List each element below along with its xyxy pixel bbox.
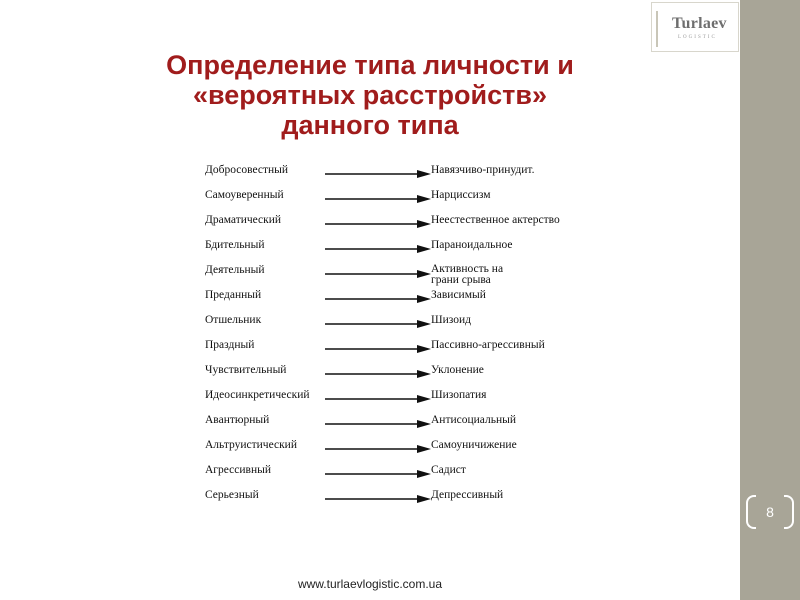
page-number: 8 xyxy=(766,504,774,520)
list-item xyxy=(205,364,565,389)
disorder-label: Самоуничижение xyxy=(431,439,517,451)
list-item xyxy=(205,414,565,439)
personality-type-label: Драматический xyxy=(205,214,282,226)
personality-type-label: Агрессивный xyxy=(205,464,271,476)
personality-type-label: Бдительный xyxy=(205,239,265,251)
disorder-label: Параноидальное xyxy=(431,239,513,251)
company-logo xyxy=(651,2,739,52)
personality-type-label: Добросовестный xyxy=(205,164,289,176)
personality-type-label: Праздный xyxy=(205,339,255,351)
disorder-label: Нарциссизм xyxy=(431,189,491,201)
page-number-badge xyxy=(744,495,796,531)
right-arrow-icon xyxy=(325,295,431,303)
right-arrow-icon xyxy=(325,470,431,478)
logo-name: Turlaev xyxy=(672,15,727,32)
right-arrow-icon xyxy=(325,220,431,228)
disorder-label: Уклонение xyxy=(431,364,484,376)
list-item xyxy=(205,189,565,214)
list-item xyxy=(205,239,565,264)
list-item xyxy=(205,264,565,289)
disorder-label: Зависимый xyxy=(431,289,486,301)
disorder-label: Антисоциальный xyxy=(431,414,517,426)
footer-url[interactable]: www.turlaevlogistic.com.ua xyxy=(297,577,443,591)
right-arrow-icon xyxy=(325,445,431,453)
personality-type-list xyxy=(205,164,565,514)
list-item xyxy=(205,439,565,464)
personality-type-label: Серьезный xyxy=(205,489,259,501)
disorder-label: Депрессивный xyxy=(431,489,504,501)
right-arrow-icon xyxy=(325,245,431,253)
logo-tagline: LOGISTIC xyxy=(678,35,717,40)
personality-type-label: Альтруистический xyxy=(205,439,297,451)
disorder-label: Неестественное актерство xyxy=(431,214,560,226)
slide-title: Определение типа личности и «вероятных расстройств» данного типа xyxy=(166,50,574,140)
disorder-label: Шизопатия xyxy=(431,389,487,401)
disorder-label: Шизоид xyxy=(431,314,471,326)
right-arrow-icon xyxy=(325,320,431,328)
personality-type-label: Идеосинкретический xyxy=(205,389,310,401)
list-item xyxy=(205,314,565,339)
list-item xyxy=(205,214,565,239)
personality-type-label: Самоуверенный xyxy=(205,189,284,201)
disorder-label: Навязчиво-принудит. xyxy=(431,164,535,176)
list-item xyxy=(205,164,565,189)
list-item xyxy=(205,389,565,414)
right-arrow-icon xyxy=(325,395,431,403)
right-arrow-icon xyxy=(325,170,431,178)
personality-type-label: Отшельник xyxy=(205,314,262,326)
right-arrow-icon xyxy=(325,345,431,353)
right-arrow-icon xyxy=(325,495,431,503)
right-arrow-icon xyxy=(325,420,431,428)
right-arrow-icon xyxy=(325,270,431,278)
list-item xyxy=(205,464,565,489)
logo-accent-bar xyxy=(656,11,658,47)
personality-type-label: Авантюрный xyxy=(205,414,270,426)
disorder-label: Пассивно-агрессивный xyxy=(431,339,545,351)
list-item xyxy=(205,489,565,514)
list-item xyxy=(205,289,565,314)
personality-type-label: Деятельный xyxy=(205,264,265,276)
personality-type-label: Чувствительный xyxy=(205,364,287,376)
right-arrow-icon xyxy=(325,195,431,203)
personality-type-label: Преданный xyxy=(205,289,262,301)
disorder-label: Садист xyxy=(431,464,466,476)
disorder-label: Активность на грани срыва xyxy=(431,263,504,286)
list-item xyxy=(205,339,565,364)
right-arrow-icon xyxy=(325,370,431,378)
